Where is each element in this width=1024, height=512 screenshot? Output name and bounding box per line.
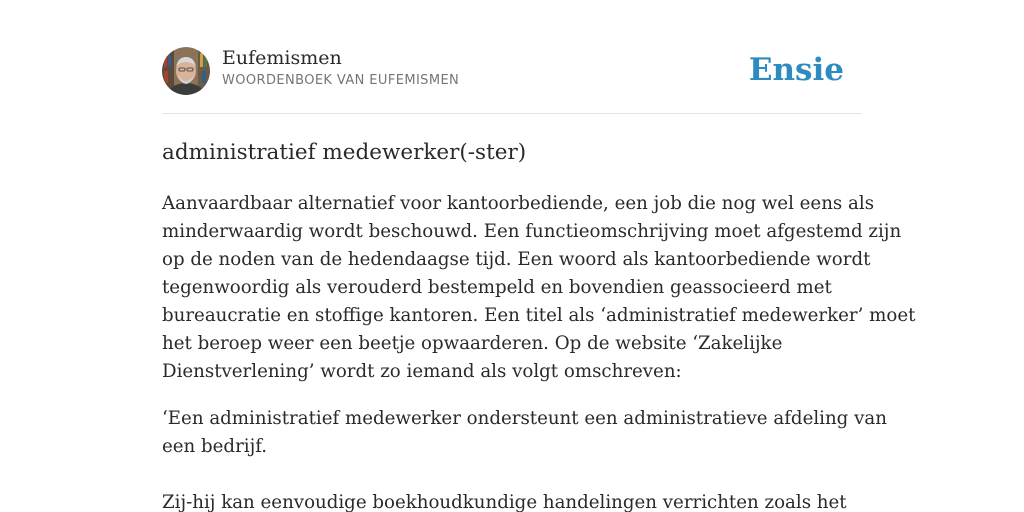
text-line: minderwaardig wordt beschouwd. Een functieomschrijving moet afgestemd zijn [162,221,902,242]
text-line: op de noden van de hedendaagse tijd. Een woord als kantoorbediende wordt [162,249,871,270]
text-line: een bedrijf. [162,436,268,457]
text-line: tegenwoordig als verouderd bestempeld en bovendien geassocieerd met [162,277,832,298]
paragraph [162,190,916,386]
text-line: het beroep weer een beetje opwaarderen. Op de website ‘Zakelijke [162,333,783,354]
author-block [222,46,459,88]
text-line: Dienstverlening’ wordt zo iemand als volgt omschreven: [162,361,682,382]
author-photo-icon [162,47,210,95]
text-line: ‘Een administratief medewerker ondersteunt een administratieve afdeling van [162,408,887,429]
text-line: bureaucratie en stoffige kantoren. Een titel als ‘administratief medewerker’ moet [162,305,916,326]
paragraph [162,489,862,512]
paragraph [162,405,887,461]
author-name[interactable]: Eufemismen [222,47,342,69]
text-line: Aanvaardbaar alternatief voor kantoorbediende, een job die nog wel eens als [162,193,875,214]
entry-body [162,190,916,512]
text-line: Zij-hij kan eenvoudige boekhoudkundige handelingen verrichten zoals het [162,492,847,512]
brand-logo[interactable]: Ensie [748,52,844,88]
author-avatar[interactable] [162,47,210,95]
header [162,0,862,114]
author-subtitle: WOORDENBOEK VAN EUFEMISMEN [222,73,460,88]
entry-title: administratief medewerker(-ster) [162,140,527,165]
page-container [162,0,916,512]
